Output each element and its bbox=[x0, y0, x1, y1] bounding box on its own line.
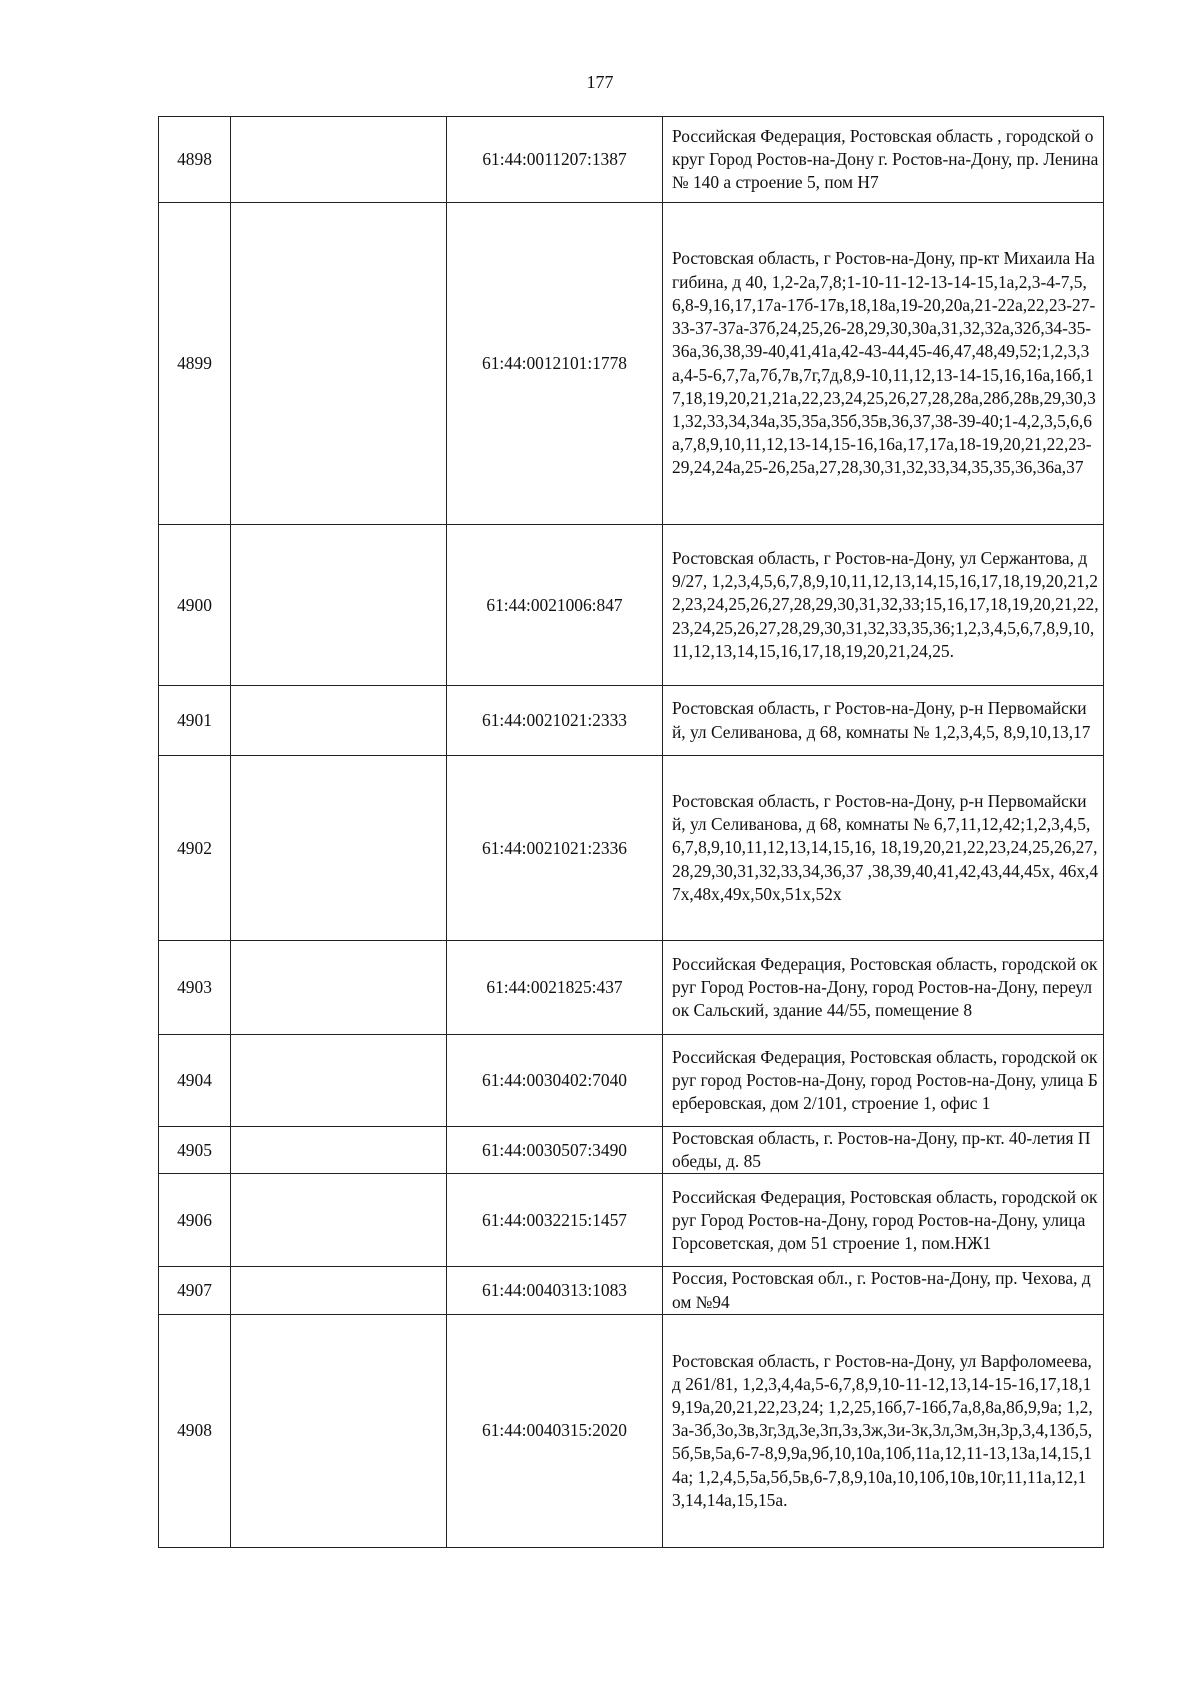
table-row bbox=[159, 1267, 1104, 1314]
row-number: 4907 bbox=[159, 1267, 231, 1314]
cadastral-number: 61:44:0021006:847 bbox=[447, 525, 663, 686]
address-cell: Ростовская область, г Ростов-на-Дону, ул Сержантова, д 9/27, 1,2,3,4,5,6,7,8,9,10,11,12,13,14,15,16,17,18,19,20,21,22,23,24,25,26,27,28,29,30,31,32,33;15,16,17,18,19,20,21,22,23,24,25,26,27,28,29,30,31,32,33,35,36;1,2,3,4,5,6,7,8,9,10,11,12,13,14,15,16,17,18,19,20,21,24,25. bbox=[663, 525, 1104, 686]
empty-cell bbox=[231, 1314, 447, 1547]
row-number: 4905 bbox=[159, 1127, 231, 1174]
table-row bbox=[159, 1127, 1104, 1174]
empty-cell bbox=[231, 525, 447, 686]
cadastral-number: 61:44:0012101:1778 bbox=[447, 203, 663, 525]
row-number: 4899 bbox=[159, 203, 231, 525]
table-row bbox=[159, 117, 1104, 203]
registry-table bbox=[158, 116, 1104, 1548]
table-row bbox=[159, 941, 1104, 1035]
address-cell: Российская Федерация, Ростовская область, городской округ Город Ростов-на-Дону, город Ростов-на-Дону, улица Горсоветская, дом 51 строение 1, пом.НЖ1 bbox=[663, 1174, 1104, 1267]
address-cell: Ростовская область, г Ростов-на-Дону, ул Варфоломеева, д 261/81, 1,2,3,4,4а,5-6,7,8,9,10-11-12,13,14-15-16,17,18,19,19а,20,21,22,23,24; 1,2,25,16б,7-16б,7а,8,8а,8б,9,9а; 1,2,3а-3б,3о,3в,3г,3д,3е,3п,3з,3ж,3и-3к,3л,3м,3н,3р,3,4,13б,5,5б,5в,5а,6-7-8,9,9а,9б,10,10а,10б,11а,12,11-13,13а,14,15,14а; 1,2,4,5,5а,5б,5в,6-7,8,9,10а,10,10б,10в,10г,11,11а,12,13,14,14а,15,15а. bbox=[663, 1314, 1104, 1547]
address-cell: Россия, Ростовская обл., г. Ростов-на-Дону, пр. Чехова, дом №94 bbox=[663, 1267, 1104, 1314]
address-cell: Российская Федерация, Ростовская область, городской округ город Ростов-на-Дону, город Ростов-на-Дону, улица Берберовская, дом 2/101, строение 1, офис 1 bbox=[663, 1035, 1104, 1127]
address-cell: Российская Федерация, Ростовская область , городской округ Город Ростов-на-Дону г. Ростов-на-Дону, пр. Ленина № 140 а строение 5, пом Н7 bbox=[663, 117, 1104, 203]
empty-cell bbox=[231, 203, 447, 525]
address-cell: Ростовская область, г Ростов-на-Дону, р-н Первомайский, ул Селиванова, д 68, комнаты № 6,7,11,12,42;1,2,3,4,5, 6,7,8,9,10,11,12,13,14,15,16, 18,19,20,21,22,23,24,25,26,27, 28,29,30,31,32,33,34,36,37 ,38,39,40,41,42,43,44,45х, 46х,47х,48х,49х,50х,51х,52х bbox=[663, 756, 1104, 941]
row-number: 4906 bbox=[159, 1174, 231, 1267]
cadastral-number: 61:44:0021021:2333 bbox=[447, 686, 663, 756]
table-row bbox=[159, 756, 1104, 941]
row-number: 4902 bbox=[159, 756, 231, 941]
cadastral-number: 61:44:0021021:2336 bbox=[447, 756, 663, 941]
row-number: 4904 bbox=[159, 1035, 231, 1127]
address-cell: Ростовская область, г Ростов-на-Дону, р-н Первомайский, ул Селиванова, д 68, комнаты № 1,2,3,4,5, 8,9,10,13,17 bbox=[663, 686, 1104, 756]
table-row bbox=[159, 1314, 1104, 1547]
cadastral-number: 61:44:0030402:7040 bbox=[447, 1035, 663, 1127]
address-cell: Ростовская область, г. Ростов-на-Дону, пр-кт. 40-летия Победы, д. 85 bbox=[663, 1127, 1104, 1174]
empty-cell bbox=[231, 1035, 447, 1127]
row-number: 4900 bbox=[159, 525, 231, 686]
cadastral-number: 61:44:0030507:3490 bbox=[447, 1127, 663, 1174]
table-row bbox=[159, 1035, 1104, 1127]
row-number: 4901 bbox=[159, 686, 231, 756]
cadastral-number: 61:44:0021825:437 bbox=[447, 941, 663, 1035]
empty-cell bbox=[231, 756, 447, 941]
empty-cell bbox=[231, 1174, 447, 1267]
row-number: 4908 bbox=[159, 1314, 231, 1547]
cadastral-number: 61:44:0040313:1083 bbox=[447, 1267, 663, 1314]
cadastral-number: 61:44:0032215:1457 bbox=[447, 1174, 663, 1267]
address-cell: Ростовская область, г Ростов-на-Дону, пр-кт Михаила Нагибина, д 40, 1,2-2а,7,8;1-10-11-12-13-14-15,1а,2,3-4-7,5,6,8-9,16,17,17а-17б-17в,18,18а,19-20,20а,21-22а,22,23-27-33-37-37а-37б,24,25,26-28,29,30,30а,31,32,32а,32б,34-35-36а,36,38,39-40,41,41а,42-43-44,45-46,47,48,49,52;1,2,3,3а,4-5-6,7,7а,7б,7в,7г,7д,8,9-10,11,12,13-14-15,16,16а,16б,17,18,19,20,21,21а,22,23,24,25,26,27,28,28а,28б,28в,29,30,31,32,33,34,34а,35,35а,35б,35в,36,37,38-39-40;1-4,2,3,5,6,6а,7,8,9,10,11,12,13-14,15-16,16а,17,17а,18-19,20,21,22,23-29,24,24а,25-26,25а,27,28,30,31,32,33,34,35,35,36,36а,37 bbox=[663, 203, 1104, 525]
empty-cell bbox=[231, 117, 447, 203]
row-number: 4903 bbox=[159, 941, 231, 1035]
cadastral-number: 61:44:0011207:1387 bbox=[447, 117, 663, 203]
empty-cell bbox=[231, 686, 447, 756]
page-number: 177 bbox=[586, 72, 614, 92]
empty-cell bbox=[231, 1127, 447, 1174]
table-row bbox=[159, 686, 1104, 756]
table-row bbox=[159, 203, 1104, 525]
empty-cell bbox=[231, 1267, 447, 1314]
table-row bbox=[159, 525, 1104, 686]
empty-cell bbox=[231, 941, 447, 1035]
row-number: 4898 bbox=[159, 117, 231, 203]
cadastral-number: 61:44:0040315:2020 bbox=[447, 1314, 663, 1547]
address-cell: Российская Федерация, Ростовская область, городской округ Город Ростов-на-Дону, город Ростов-на-Дону, переулок Сальский, здание 44/55, помещение 8 bbox=[663, 941, 1104, 1035]
table-row bbox=[159, 1174, 1104, 1267]
